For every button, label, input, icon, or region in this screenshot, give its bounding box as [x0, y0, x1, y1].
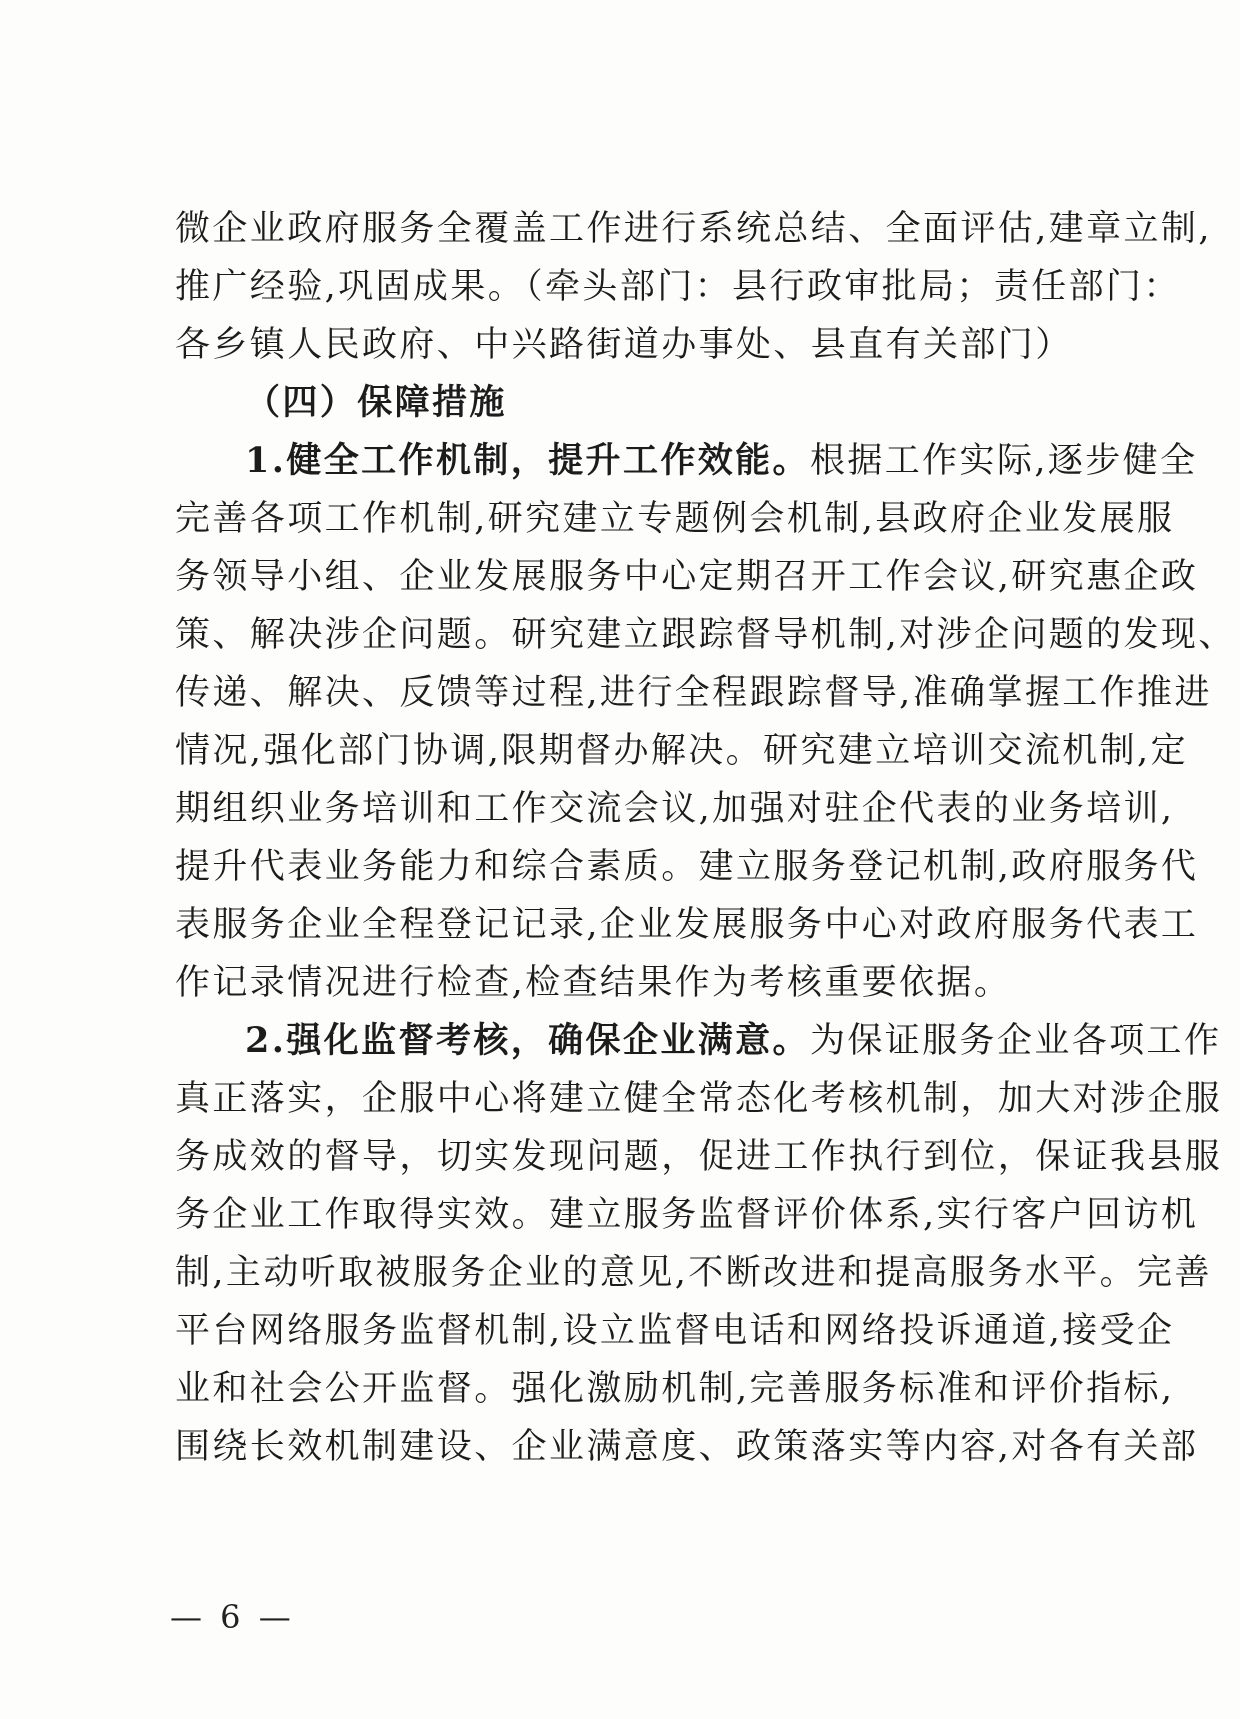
text-line: 务成效的督导，切实发现问题，促进工作执行到位，保证我县服 [175, 1137, 1223, 1177]
text-line: 作记录情况进行检查,检查结果作为考核重要依据。 [175, 963, 1012, 1003]
item-text: 为保证服务企业各项工作 [809, 1021, 1222, 1061]
text-line: 围绕长效机制建设、企业满意度、政策落实等内容,对各有关部 [175, 1427, 1199, 1467]
text-line: 各乡镇人民政府、中兴路街道办事处、县直有关部门） [175, 325, 1073, 365]
document-body [175, 200, 1236, 1476]
text-line: 真正落实，企服中心将建立健全常态化考核机制，加大对涉企服 [175, 1079, 1223, 1119]
text-line: 策、解决涉企问题。研究建立跟踪督导机制,对涉企问题的发现、 [175, 615, 1236, 655]
text-line: 推广经验,巩固成果。（牵头部门：县行政审批局；责任部门： [175, 267, 1181, 307]
text-line: 平台网络服务监督机制,设立监督电话和网络投诉通道,接受企 [175, 1311, 1175, 1351]
text-line: 完善各项工作机制,研究建立专题例会机制,县政府企业发展服 [175, 499, 1175, 539]
paragraph-first-line [175, 1012, 1222, 1070]
text-line: 务领导小组、企业发展服务中心定期召开工作会议,研究惠企政 [175, 557, 1199, 597]
text-line: 制,主动听取被服务企业的意见,不断改进和提高服务水平。完善 [175, 1253, 1212, 1293]
item-text: 根据工作实际,逐步健全 [809, 441, 1198, 481]
text-line: 传递、解决、反馈等过程,进行全程跟踪督导,准确掌握工作推进 [175, 673, 1212, 713]
text-line: 提升代表业务能力和综合素质。建立服务登记机制,政府服务代 [175, 847, 1199, 887]
text-line: 务企业工作取得实效。建立服务监督评价体系,实行客户回访机 [175, 1195, 1199, 1235]
text-line: 期组织业务培训和工作交流会议,加强对驻企代表的业务培训, [175, 789, 1175, 829]
paragraph-first-line [175, 432, 1198, 490]
section-heading: （四）保障措施 [245, 382, 507, 423]
text-line: 微企业政府服务全覆盖工作进行系统总结、全面评估,建章立制, [175, 209, 1212, 249]
item-title: 2.强化监督考核，确保企业满意。 [245, 1020, 810, 1061]
item-title: 1.健全工作机制，提升工作效能。 [245, 440, 810, 481]
text-line: 业和社会公开监督。强化激励机制,完善服务标准和评价指标, [175, 1369, 1175, 1409]
text-line: 表服务企业全程登记记录,企业发展服务中心对政府服务代表工 [175, 905, 1199, 945]
page-number: — 6 — [170, 1598, 295, 1636]
text-line: 情况,强化部门协调,限期督办解决。研究建立培训交流机制,定 [175, 731, 1188, 771]
